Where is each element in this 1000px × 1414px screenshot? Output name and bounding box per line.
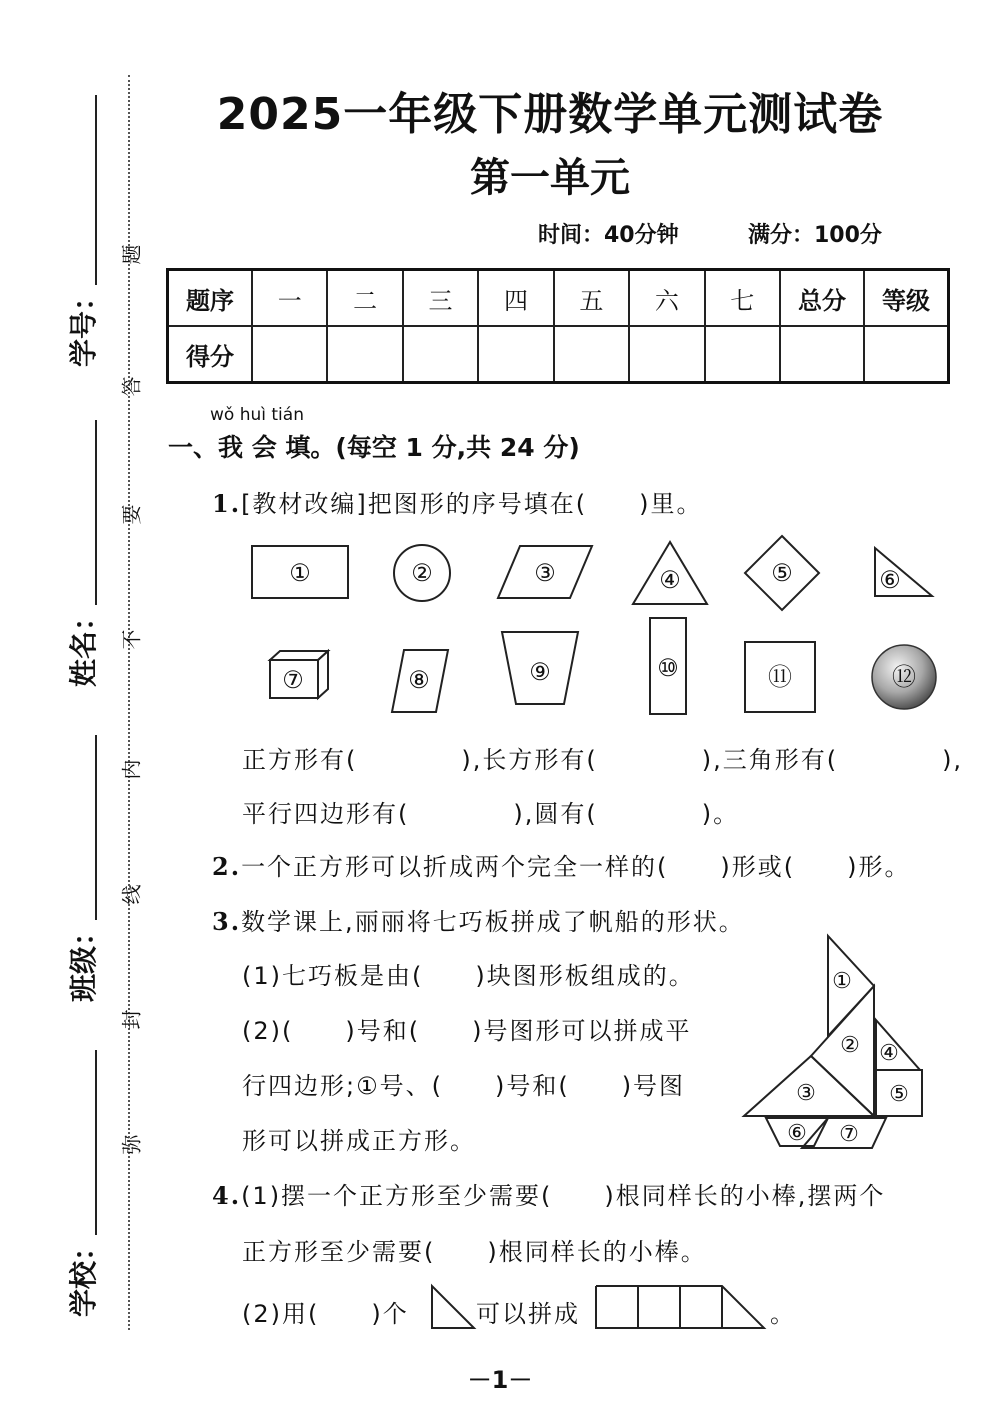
class-label: 班级： [67, 917, 101, 1003]
tangram-label-5: ⑤ [889, 1082, 909, 1107]
q3-text: 数学课上,丽丽将七巧板拼成了帆船的形状。 [241, 908, 745, 936]
q4-part2-middle: 可以拼成 [476, 1300, 580, 1328]
seal-char-4: 不 [119, 629, 144, 650]
shape-label-12: ⑫ [892, 663, 916, 691]
shape-label-8: ⑧ [408, 666, 430, 694]
school-line[interactable] [95, 1050, 97, 1235]
cell-q7: 七 [705, 270, 780, 327]
unit-title: 第一单元 [470, 155, 630, 201]
q4-part2-end: 。 [770, 1300, 796, 1328]
score-input-q3[interactable] [403, 326, 478, 383]
seal-char-2: 答 [119, 376, 144, 397]
score-table-score-row [168, 326, 949, 383]
student-id-label: 学号： [67, 282, 101, 368]
seal-char-3: 要 [119, 504, 144, 525]
score-input-q2[interactable] [327, 326, 402, 383]
shape-label-9: ⑨ [529, 658, 551, 686]
section1-pinyin: wǒ huì tián [210, 405, 304, 425]
cell-grade: 等级 [864, 270, 949, 327]
tangram-sailboat-figure [736, 930, 932, 1160]
cell-question-order: 题序 [168, 270, 253, 327]
seal-char-5: 内 [119, 759, 144, 780]
exam-time: 时间：40分钟 [538, 223, 679, 248]
q4[interactable] [212, 1176, 885, 1211]
tangram-label-1: ① [832, 969, 852, 994]
cell-total: 总分 [780, 270, 864, 327]
full-score: 满分：100分 [748, 223, 882, 248]
score-table-header-row [168, 270, 949, 327]
tangram-label-2: ② [840, 1033, 860, 1058]
class-line[interactable] [95, 735, 97, 920]
q3-part2-line3: 形可以拼成正方形。 [242, 1127, 476, 1155]
q3-part2-line1[interactable]: (2)( )号和( )号图形可以拼成平 [242, 1017, 692, 1045]
name-line[interactable] [95, 420, 97, 605]
shape-label-7: ⑦ [282, 666, 304, 694]
tangram-label-4: ④ [879, 1041, 899, 1066]
tangram-label-3: ③ [796, 1081, 816, 1106]
score-input-grade[interactable] [864, 326, 949, 383]
seal-char-6: 线 [119, 884, 144, 905]
score-input-q5[interactable] [554, 326, 629, 383]
q1-answer-line-2[interactable]: 平行四边形有( ),圆有( )。 [242, 800, 740, 828]
q3-part2-line2[interactable]: 行四边形;①号、( )号和( )号图 [242, 1072, 686, 1100]
shape-label-3: ③ [534, 559, 556, 587]
q1 [212, 484, 703, 519]
shape-label-5: ⑤ [771, 559, 793, 587]
q4-part1-line2[interactable]: 正方形至少需要( )根同样长的小棒。 [242, 1238, 707, 1266]
q4-part2-prefix[interactable]: (2)用( )个 [242, 1300, 409, 1328]
shape-label-6: ⑥ [879, 566, 901, 594]
shape-label-11: ⑪ [768, 663, 792, 691]
q1-shapes-figure [230, 530, 960, 730]
student-id-line[interactable] [95, 95, 97, 285]
page-number: －1－ [467, 1366, 533, 1394]
seal-char-8: 弥 [119, 1134, 144, 1155]
score-table [166, 268, 950, 384]
tangram-label-7: ⑦ [839, 1122, 859, 1147]
q4-part1-line1: (1)摆一个正方形至少需要( )根同样长的小棒,摆两个 [241, 1182, 886, 1210]
cell-score-label: 得分 [168, 326, 253, 383]
q4-number: 4. [212, 1181, 242, 1210]
q2-number: 2. [212, 852, 242, 881]
seal-char-7: 封 [119, 1009, 144, 1030]
shape-label-1: ① [289, 559, 311, 587]
school-label: 学校： [67, 1232, 101, 1318]
name-label: 姓名： [67, 602, 101, 688]
q3-number: 3. [212, 907, 242, 936]
small-triangle-icon [428, 1282, 478, 1332]
q1-answer-line-1[interactable]: 正方形有( ),长方形有( ),三角形有( ), [242, 746, 964, 774]
q3 [212, 902, 745, 937]
cell-q6: 六 [629, 270, 704, 327]
seal-char-1: 题 [119, 244, 144, 265]
tangram-label-6: ⑥ [787, 1121, 807, 1146]
cell-q2: 二 [327, 270, 402, 327]
cell-q1: 一 [252, 270, 327, 327]
score-input-q4[interactable] [478, 326, 553, 383]
section1-heading: 一、我 会 填。(每空 1 分,共 24 分) [168, 433, 580, 462]
score-input-q1[interactable] [252, 326, 327, 383]
q1-number: 1. [212, 489, 242, 518]
score-input-q7[interactable] [705, 326, 780, 383]
page-title: 2025一年级下册数学单元测试卷 [216, 89, 884, 140]
q3-part1[interactable]: (1)七巧板是由( )块图形板组成的。 [242, 962, 695, 990]
q1-text: [教材改编]把图形的序号填在( )里。 [241, 490, 703, 518]
cell-q5: 五 [554, 270, 629, 327]
shape-label-4: ④ [659, 566, 681, 594]
q2-text: 一个正方形可以折成两个完全一样的( )形或( )形。 [241, 853, 911, 881]
shape-label-2: ② [411, 559, 433, 587]
shape-label-10: ⑩ [657, 654, 679, 682]
score-input-q6[interactable] [629, 326, 704, 383]
cell-q3: 三 [403, 270, 478, 327]
score-input-total[interactable] [780, 326, 864, 383]
q2[interactable] [212, 847, 911, 882]
cell-q4: 四 [478, 270, 553, 327]
composite-trapezoid-figure [592, 1282, 768, 1332]
